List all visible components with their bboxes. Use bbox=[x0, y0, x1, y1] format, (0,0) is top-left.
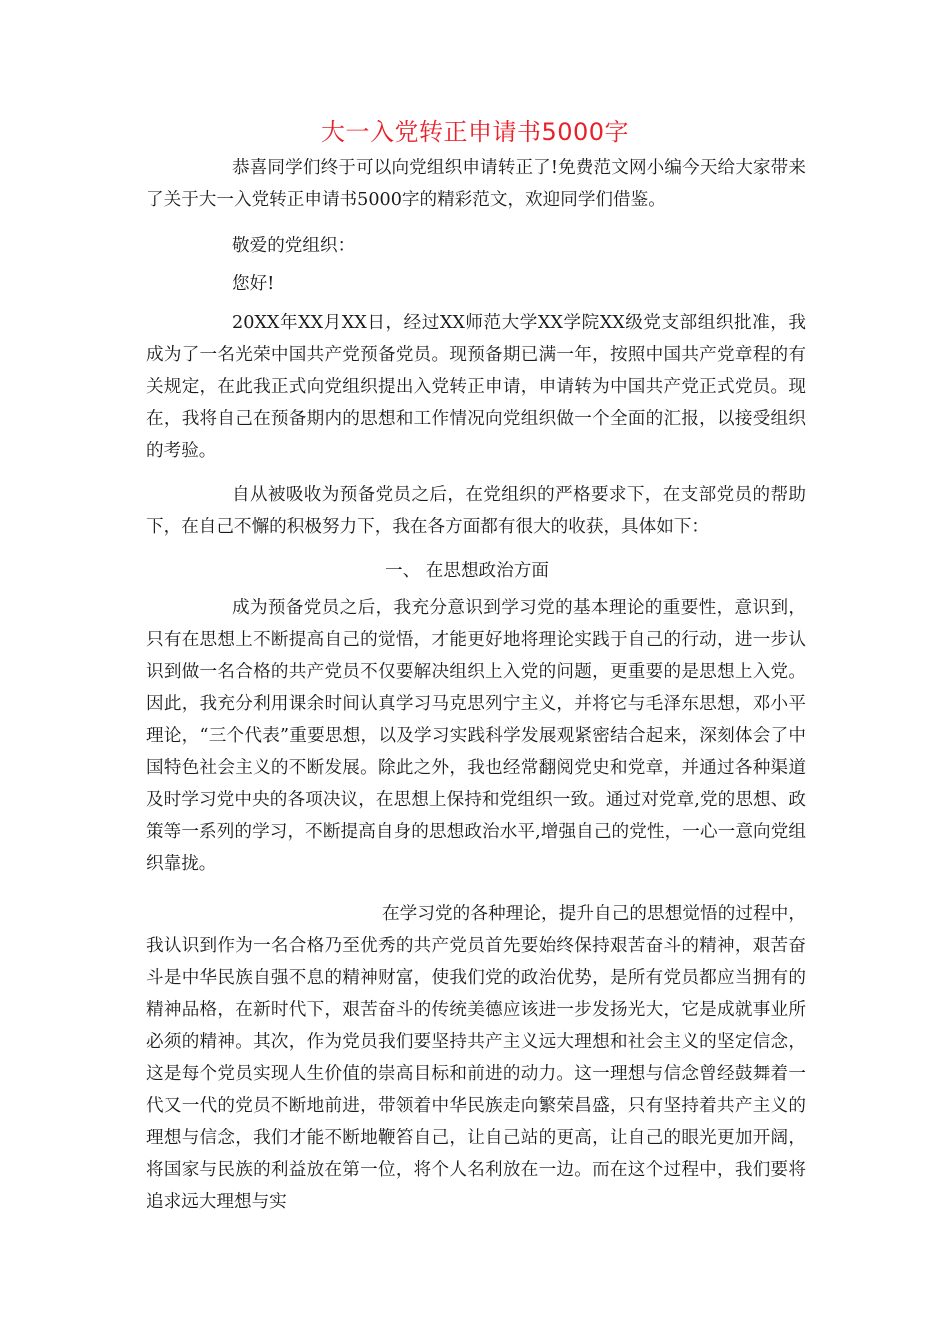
greeting: 您好! bbox=[232, 274, 275, 294]
section-paragraph-2: 在学习党的各种理论，提升自己的思想觉悟的过程中，我认识到作为一名合格乃至优秀的共产党员首先要始终保持艰苦奋斗的精神，艰苦奋斗是中华民族自强不息的精神财富，使我们党的政治优势，是所有党员都应当拥有的精神品格，在新时代下，艰苦奋斗的传统美德应该进一步发扬光大，它是成就事业所必须的精神。其次，作为党员我们要坚持共产主义远大理想和社会主义的坚定信念，这是每个党员实现人生价值的崇高目标和前进的动力。这一理想与信念曾经鼓舞着一代又一代的党员不断地前进，带领着中华民族走向繁荣昌盛，只有坚持着共产主义的理想与信念，我们才能不断地鞭笞自己，让自己站的更高，让自己的眼光更加开阔，将国家与民族的利益放在第一位，将个人名利放在一边。而在这个过程中，我们要将追求远大理想与实 bbox=[146, 904, 806, 1212]
section-paragraph-1: 成为预备党员之后，我充分意识到学习党的基本理论的重要性，意识到，只有在思想上不断提高自己的觉悟，才能更好地将理论实践于自己的行动，进一步认识到做一名合格的共产党员不仅要解决组织上入党的问题，更重要的是思想上入党。因此，我充分利用课余时间认真学习马克思列宁主义，并将它与毛泽东思想，邓小平理论，“三个代表”重要思想，以及学习实践科学发展观紧密结合起来，深刻体会了中国特色社会主义的不断发展。除此之外，我也经常翻阅党史和党章，并通过各种渠道及时学习党中央的各项决议，在思想上保持和党组织一致。通过对党章,党的思想、政策等一系列的学习，不断提高自身的思想政治水平,增强自己的党性，一心一意向党组织靠拢。 bbox=[146, 598, 806, 874]
body-paragraph-1: 20XX年XX月XX日，经过XX师范大学XX学院XX级党支部组织批准，我成为了一名光荣中国共产党预备党员。现预备期已满一年，按照中国共产党章程的有关规定，在此我正式向党组织提出入党转正申请，申请转为中国共产党正式党员。现在，我将自己在预备期内的思想和工作情况向党组织做一个全面的汇报，以接受组织的考验。 bbox=[146, 313, 806, 461]
intro-paragraph: 恭喜同学们终于可以向党组织申请转正了!免费范文网小编今天给大家带来了关于大一入党转正申请书5000字的精彩范文，欢迎同学们借鉴。 bbox=[146, 158, 806, 210]
body-paragraph-2: 自从被吸收为预备党员之后，在党组织的严格要求下，在支部党员的帮助下，在自己不懈的积极努力下，我在各方面都有很大的收获，具体如下： bbox=[146, 485, 806, 537]
document-title: 大一入党转正申请书5000字 bbox=[320, 118, 630, 146]
section-heading: 一、 在思想政治方面 bbox=[385, 561, 549, 581]
salutation: 敬爱的党组织： bbox=[232, 236, 356, 256]
